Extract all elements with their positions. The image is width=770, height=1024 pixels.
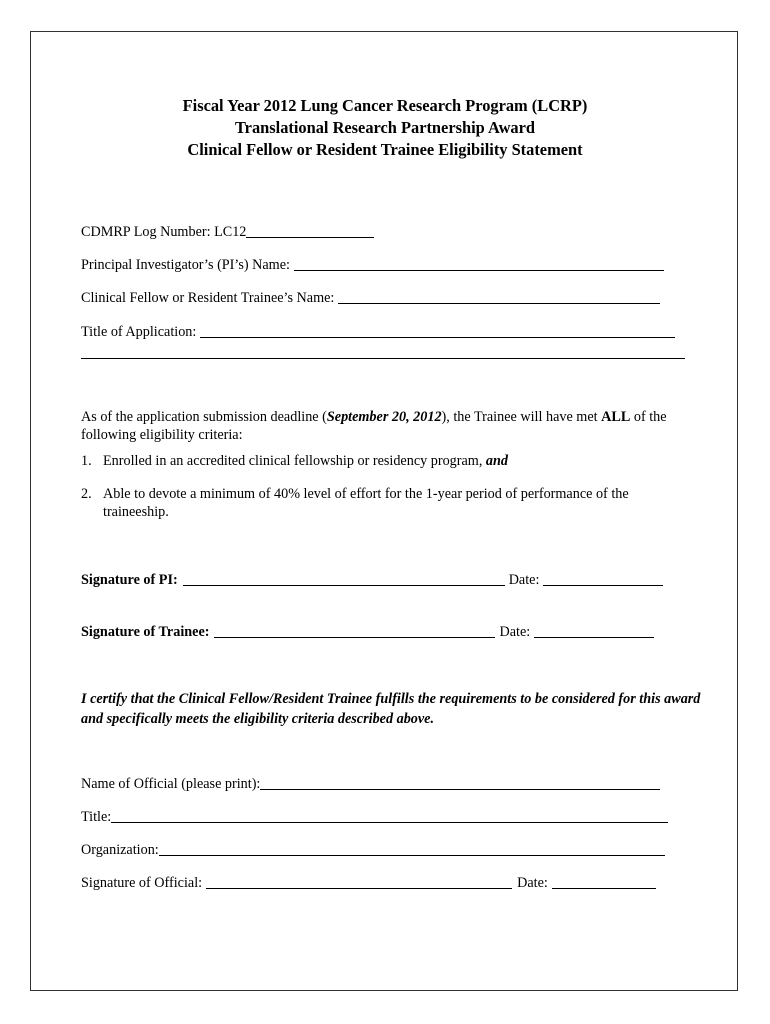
trainee-signature-label: Signature of Trainee:	[81, 624, 210, 640]
title-line-1: Fiscal Year 2012 Lung Cancer Research Program (LCRP)	[182, 96, 588, 115]
deadline-date: September 20, 2012	[326, 409, 442, 425]
intro-text-3: of the following eligibility criteria:	[81, 409, 667, 444]
official-name-field	[81, 775, 660, 793]
pi-name-label: Principal Investigator’s (PI’s) Name:	[81, 257, 290, 273]
criterion-1	[81, 452, 681, 470]
application-title-line[interactable]	[200, 336, 675, 338]
trainee-name-field	[81, 289, 660, 307]
all-emphasis: ALL	[601, 409, 631, 425]
criterion-1-and: and	[485, 453, 508, 469]
log-number-label: CDMRP Log Number: LC12	[81, 224, 247, 240]
intro-text-1: As of the application submission deadline (	[81, 409, 327, 425]
pi-signature-line[interactable]	[183, 584, 505, 586]
certification-statement: I certify that the Clinical Fellow/Resident Trainee fulfills the requirements to be considered for this award and specifically meets the eligibility criteria described above.	[81, 691, 701, 727]
criterion-1-number: 1.	[81, 453, 92, 469]
title-line-2: Translational Research Partnership Award	[234, 118, 536, 137]
pi-signature-row	[81, 571, 663, 589]
trainee-signature-line[interactable]	[214, 636, 495, 638]
official-title-field	[81, 808, 668, 826]
organization-label: Organization:	[81, 842, 159, 858]
trainee-date-line[interactable]	[534, 636, 654, 638]
organization-line[interactable]	[159, 854, 665, 856]
pi-name-line[interactable]	[294, 269, 664, 271]
form-title	[0, 95, 770, 161]
pi-date-line[interactable]	[543, 584, 663, 586]
official-signature-line[interactable]	[206, 887, 512, 889]
criterion-2	[81, 485, 681, 522]
official-title-label: Title:	[81, 809, 112, 825]
application-title-continuation	[81, 357, 685, 362]
log-number-line[interactable]	[246, 236, 374, 238]
official-date-line[interactable]	[552, 887, 656, 889]
organization-field	[81, 841, 665, 859]
official-date-label: Date:	[517, 875, 548, 891]
trainee-signature-row	[81, 623, 654, 641]
application-title-field	[81, 323, 675, 341]
official-name-label: Name of Official (please print):	[81, 776, 261, 792]
criterion-2-number: 2.	[81, 486, 92, 502]
trainee-name-line[interactable]	[338, 302, 660, 304]
criterion-1-text-wrap	[103, 452, 508, 470]
official-title-line[interactable]	[111, 821, 668, 823]
application-title-line-2[interactable]	[81, 357, 685, 359]
pi-date-label: Date:	[508, 572, 540, 588]
trainee-date-label: Date:	[499, 624, 531, 640]
criterion-2-text: Able to devote a minimum of 40% level of effort for the 1-year period of performance of the traineeship.	[103, 486, 629, 521]
pi-name-field	[81, 256, 664, 274]
criterion-1-text: Enrolled in an accredited clinical fellowship or residency program,	[103, 453, 486, 469]
official-signature-label: Signature of Official:	[81, 875, 203, 891]
application-title-label: Title of Application:	[81, 324, 197, 340]
title-line-3: Clinical Fellow or Resident Trainee Eligibility Statement	[187, 140, 583, 159]
trainee-name-label: Clinical Fellow or Resident Trainee’s Name:	[81, 290, 335, 306]
log-number-field	[81, 223, 374, 241]
pi-signature-label: Signature of PI:	[81, 572, 178, 588]
official-signature-field	[81, 874, 656, 892]
intro-text-2: ), the Trainee will have met	[441, 409, 602, 425]
official-name-line[interactable]	[260, 788, 660, 790]
eligibility-intro	[81, 408, 691, 445]
